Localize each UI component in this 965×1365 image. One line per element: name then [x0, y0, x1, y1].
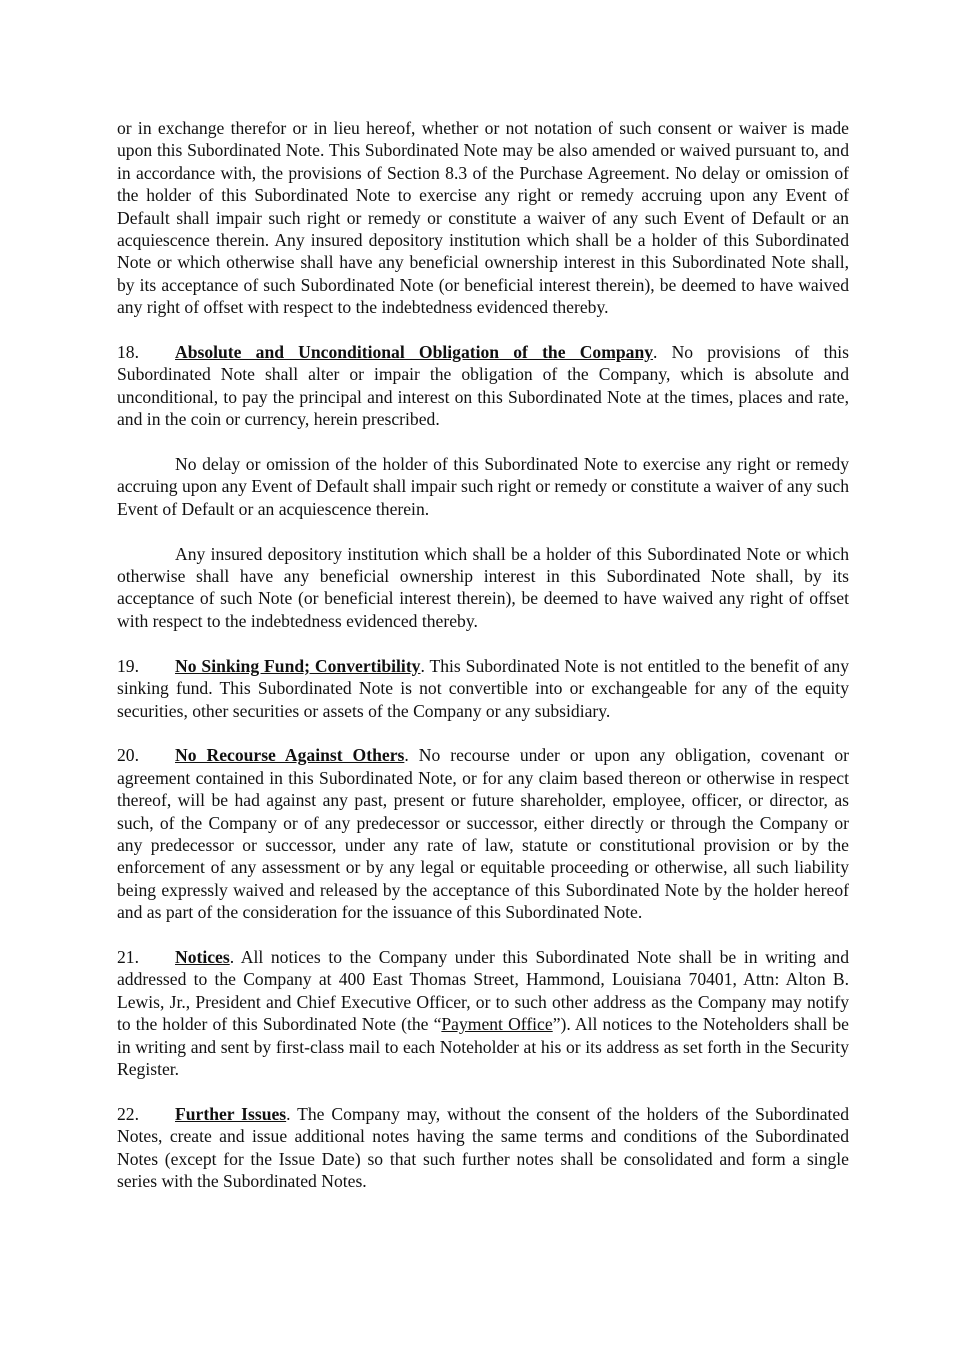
- section-22: [117, 1103, 849, 1193]
- section-number: 21.: [117, 946, 139, 967]
- section-heading: Further Issues: [175, 1103, 287, 1124]
- section-20: [117, 744, 849, 923]
- section-21: [117, 946, 849, 1080]
- document-page: [117, 117, 849, 1215]
- section-number: 18.: [117, 342, 139, 363]
- section-text: . The Company may, without the consent of the holders of the Subordinated Notes, create and issue additional notes having the same terms and conditions of the Subordinated Notes (except for the Issue Date) so that such further notes shall be consolidated and form a single series with the Subordinated Notes.: [117, 1103, 849, 1191]
- section-18-paragraph-a: No delay or omission of the holder of this Subordinated Note to exercise any right or remedy accruing upon any Event of Default shall impair such right or remedy or constitute a waiver of any such Event of Default or an acquiescence therein.: [117, 454, 849, 519]
- section-heading: Notices: [175, 946, 230, 967]
- section-text: . This Subordinated Note is not entitled to the benefit of any sinking fund. This Subordinated Note is not convertible into or exchangeable for any of the equity securities, other securities or assets of the Company or any subsidiary.: [117, 655, 849, 721]
- section-text: . No provisions of this Subordinated Note shall alter or impair the obligation of the Company, which is absolute and unconditional, to pay the principal and interest on this Subordinated Note at the times, places and rate, and in the coin or currency, herein prescribed.: [117, 342, 849, 430]
- section-19: [117, 655, 849, 722]
- section-heading: No Recourse Against Others: [175, 745, 405, 766]
- section-heading: Absolute and Unconditional Obligation of the Company: [175, 342, 654, 363]
- section-heading: No Sinking Fund; Convertibility: [175, 655, 421, 676]
- section-18: [117, 341, 849, 431]
- section-text: . No recourse under or upon any obligation, covenant or agreement contained in this Subordinated Note, or for any claim based thereon or otherwise in respect thereof, will be had against any past, present or future shareholder, employee, officer, or director, as such, of the Company or of any predecessor or successor, either directly or through the Company or any predecessor or successor, under any rate of law, statute or constitutional provision or by the enforcement of any assessment or by any legal or equitable proceeding or otherwise, all such liability being expressly waived and released by the acceptance of this Subordinated Note by the holder hereof and as part of the consideration for the issuance of this Subordinated Note.: [117, 745, 849, 923]
- section-number: 19.: [117, 655, 139, 676]
- section-text: . All notices to the Company under this Subordinated Note shall be in writing and addressed to the Company at 400 East Thomas Street, Hammond, Louisiana 70401, Attn: Alton B. Lewis, Jr., President and Chief Executive Officer, or to such other address as the Company may notify to the holder of this Subordinated Note (the “: [117, 946, 849, 1035]
- section-number: 20.: [117, 745, 139, 766]
- paragraph-continued: or in exchange therefor or in lieu hereof, whether or not notation of such consent or waiver is made upon this Subordinated Note. This Subordinated Note may be also amended or waived pursuant to, and in accordance with, the provisions of Section 8.3 of the Purchase Agreement. No delay or omission of the holder of this Subordinated Note to exercise any right or remedy accruing upon any Event of Default shall impair such right or remedy or constitute a waiver of any such Event of Default or an acquiescence therein. Any insured depository institution which shall be a holder of this Subordinated Note or which otherwise shall have any beneficial ownership interest in this Subordinated Note shall, by its acceptance of such Subordinated Note (or beneficial interest therein), be deemed to have waived any right of offset with respect to the indebtedness evidenced thereby.: [117, 118, 849, 318]
- defined-term: Payment Office: [441, 1014, 553, 1035]
- section-number: 22.: [117, 1103, 139, 1124]
- section-text-continued: ”). All notices to the Noteholders shall be in writing and sent by first-class mail to each Noteholder at his or its address as set forth in the Security Register.: [117, 1014, 849, 1079]
- section-18-paragraph-b: Any insured depository institution which shall be a holder of this Subordinated Note or which otherwise shall have any beneficial ownership interest in this Subordinated Note shall, by its acceptance of such Note (or beneficial interest therein), be deemed to have waived any right of offset with respect to the indebtedness evidenced thereby.: [117, 543, 849, 631]
